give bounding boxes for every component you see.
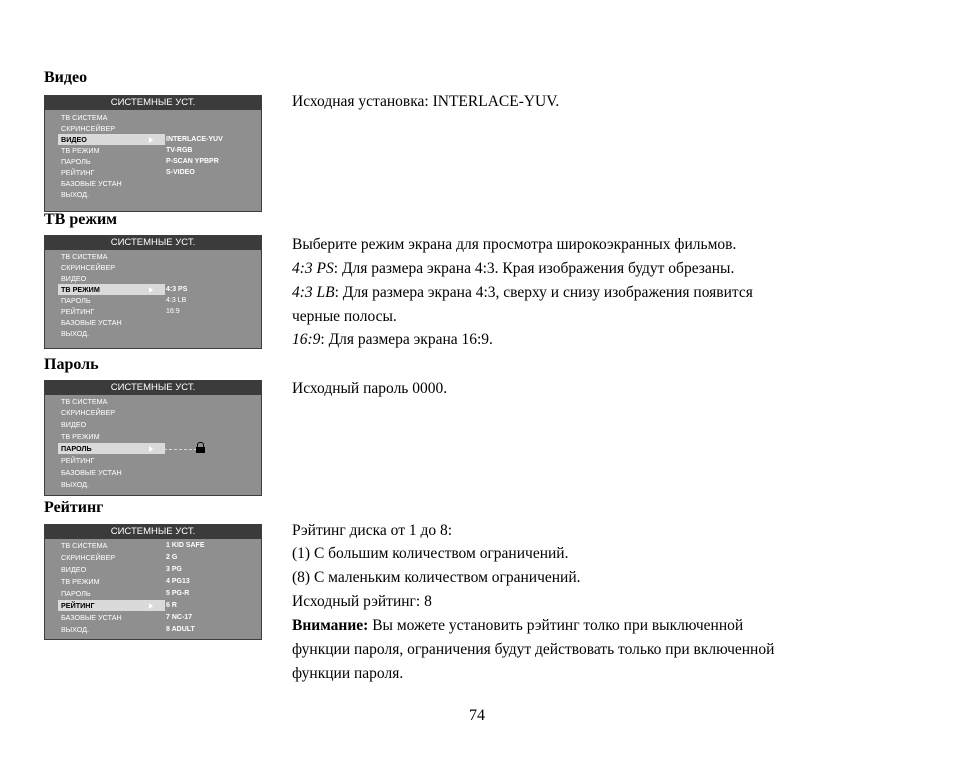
term-4-3-lb: 4:3 LB bbox=[292, 284, 335, 301]
menu-item-exit[interactable]: ВЫХОД. bbox=[61, 480, 90, 489]
tv-mode-line-4-3-ps bbox=[292, 257, 734, 281]
option-s-video[interactable]: S-VIDEO bbox=[166, 169, 195, 176]
menu-item-rating[interactable]: РЕЙТИНГ bbox=[61, 168, 95, 177]
menu-item-defaults[interactable]: БАЗОВЫЕ УСТАН bbox=[61, 613, 122, 622]
rating-line-2: (1) С большим количеством ограничений. bbox=[292, 545, 569, 562]
term-4-3-lb-text: : Для размера экрана 4:3, сверху и снизу изображения появится bbox=[334, 284, 753, 301]
menu-item-password[interactable]: ПАРОЛЬ bbox=[61, 296, 91, 305]
rating-line-warning bbox=[292, 614, 743, 638]
rating-line-3: (8) С маленьким количеством ограничений. bbox=[292, 569, 581, 586]
menu-item-rating[interactable]: РЕЙТИНГ bbox=[61, 456, 95, 465]
section-heading-video: Видео bbox=[44, 69, 88, 86]
menu-item-video[interactable]: ВИДЕО bbox=[61, 565, 87, 574]
right-arrow-icon bbox=[149, 446, 153, 452]
menu-item-screensaver[interactable]: СКРИНСЕЙВЕР bbox=[61, 553, 116, 562]
warning-label: Внимание: bbox=[292, 617, 369, 634]
menu-title: СИСТЕМНЫЕ УСТ. bbox=[45, 236, 261, 250]
menu-item-password[interactable]: ПАРОЛЬ bbox=[61, 157, 91, 166]
right-arrow-icon bbox=[149, 603, 153, 609]
term-4-3-ps-text: : Для размера экрана 4:3. Края изображения будут обрезаны. bbox=[333, 260, 735, 277]
tv-mode-line-4-3-lb bbox=[292, 281, 753, 305]
option-rating-4[interactable]: 4 PG13 bbox=[166, 578, 190, 585]
option-rating-2[interactable]: 2 G bbox=[166, 554, 178, 561]
menu-item-screensaver[interactable]: СКРИНСЕЙВЕР bbox=[61, 124, 116, 133]
option-rating-6[interactable]: 6 R bbox=[166, 602, 177, 609]
menu-item-tv-system[interactable]: ТВ СИСТЕМА bbox=[61, 541, 108, 550]
option-4-3-lb[interactable]: 4:3 LB bbox=[166, 297, 187, 304]
option-rating-3[interactable]: 3 PG bbox=[166, 566, 182, 573]
system-settings-menu-video bbox=[44, 95, 262, 212]
menu-item-defaults[interactable]: БАЗОВЫЕ УСТАН bbox=[61, 318, 122, 327]
video-description: Исходная установка: INTERLACE-YUV. bbox=[292, 93, 560, 110]
right-arrow-icon bbox=[149, 287, 153, 293]
menu-item-tv-mode[interactable]: ТВ РЕЖИМ bbox=[58, 284, 165, 295]
menu-title: СИСТЕМНЫЕ УСТ. bbox=[45, 381, 261, 395]
menu-item-video[interactable]: ВИДЕО bbox=[61, 420, 87, 429]
menu-item-tv-mode[interactable]: ТВ РЕЖИМ bbox=[61, 432, 100, 441]
system-settings-menu-password bbox=[44, 380, 262, 496]
rating-line-7: функции пароля. bbox=[292, 665, 404, 682]
menu-item-tv-system[interactable]: ТВ СИСТЕМА bbox=[61, 397, 108, 406]
menu-item-screensaver[interactable]: СКРИНСЕЙВЕР bbox=[61, 263, 116, 272]
option-rating-8[interactable]: 8 ADULT bbox=[166, 626, 195, 633]
option-rating-1[interactable]: 1 KID SAFE bbox=[166, 542, 205, 549]
menu-item-defaults[interactable]: БАЗОВЫЕ УСТАН bbox=[61, 468, 122, 477]
page-number: 74 bbox=[469, 707, 485, 724]
tv-mode-line-continued: черные полосы. bbox=[292, 308, 397, 325]
section-heading-tv-mode: ТВ режим bbox=[44, 211, 118, 228]
menu-item-video[interactable]: ВИДЕО bbox=[58, 134, 165, 145]
menu-item-tv-mode[interactable]: ТВ РЕЖИМ bbox=[61, 577, 100, 586]
option-rating-5[interactable]: 5 PG-R bbox=[166, 590, 190, 597]
system-settings-menu-rating bbox=[44, 524, 262, 640]
menu-item-tv-system[interactable]: ТВ СИСТЕМА bbox=[61, 252, 108, 261]
rating-line-4: Исходный рэйтинг: 8 bbox=[292, 593, 432, 610]
option-16-9[interactable]: 16:9 bbox=[166, 308, 180, 315]
term-4-3-ps: 4:3 PS bbox=[292, 260, 334, 277]
menu-item-video[interactable]: ВИДЕО bbox=[61, 274, 87, 283]
menu-item-password[interactable]: ПАРОЛЬ bbox=[58, 443, 165, 454]
tv-mode-line-16-9 bbox=[292, 328, 493, 352]
menu-item-tv-mode[interactable]: ТВ РЕЖИМ bbox=[61, 146, 100, 155]
tv-mode-intro: Выберите режим экрана для просмотра широкоэкранных фильмов. bbox=[292, 236, 737, 253]
menu-item-defaults[interactable]: БАЗОВЫЕ УСТАН bbox=[61, 179, 122, 188]
menu-item-tv-system[interactable]: ТВ СИСТЕМА bbox=[61, 113, 108, 122]
rating-line-1: Рэйтинг диска от 1 до 8: bbox=[292, 522, 453, 539]
menu-item-password[interactable]: ПАРОЛЬ bbox=[61, 589, 91, 598]
lock-icon bbox=[196, 442, 205, 453]
password-description: Исходный пароль 0000. bbox=[292, 380, 448, 397]
option-rating-7[interactable]: 7 NC-17 bbox=[166, 614, 193, 621]
section-heading-rating: Рейтинг bbox=[44, 499, 104, 516]
menu-title: СИСТЕМНЫЕ УСТ. bbox=[45, 96, 261, 110]
option-interlace-yuv[interactable]: INTERLACE-YUV bbox=[166, 136, 223, 143]
term-16-9-text: : Для размера экрана 16:9. bbox=[320, 331, 493, 348]
section-heading-password: Пароль bbox=[44, 356, 99, 373]
right-arrow-icon bbox=[149, 137, 153, 143]
menu-item-rating[interactable]: РЕЙТИНГ bbox=[61, 307, 95, 316]
menu-item-exit[interactable]: ВЫХОД. bbox=[61, 329, 90, 338]
system-settings-menu-tv-mode bbox=[44, 235, 262, 349]
menu-item-exit[interactable]: ВЫХОД. bbox=[61, 625, 90, 634]
menu-title: СИСТЕМНЫЕ УСТ. bbox=[45, 525, 261, 539]
term-16-9: 16:9 bbox=[292, 331, 321, 348]
menu-item-screensaver[interactable]: СКРИНСЕЙВЕР bbox=[61, 408, 116, 417]
rating-line-6: функции пароля, ограничения будут действовать только при включенной bbox=[292, 641, 775, 658]
menu-item-exit[interactable]: ВЫХОД. bbox=[61, 190, 90, 199]
option-tv-rgb[interactable]: TV-RGB bbox=[166, 147, 193, 154]
password-input[interactable] bbox=[159, 449, 197, 450]
warning-text: Вы можете установить рэйтинг толко при выключенной bbox=[368, 617, 744, 634]
option-4-3-ps[interactable]: 4:3 PS bbox=[166, 286, 188, 293]
option-p-scan-ypbpr[interactable]: P-SCAN YPBPR bbox=[166, 158, 219, 165]
menu-item-rating[interactable]: РЕЙТИНГ bbox=[58, 600, 165, 611]
